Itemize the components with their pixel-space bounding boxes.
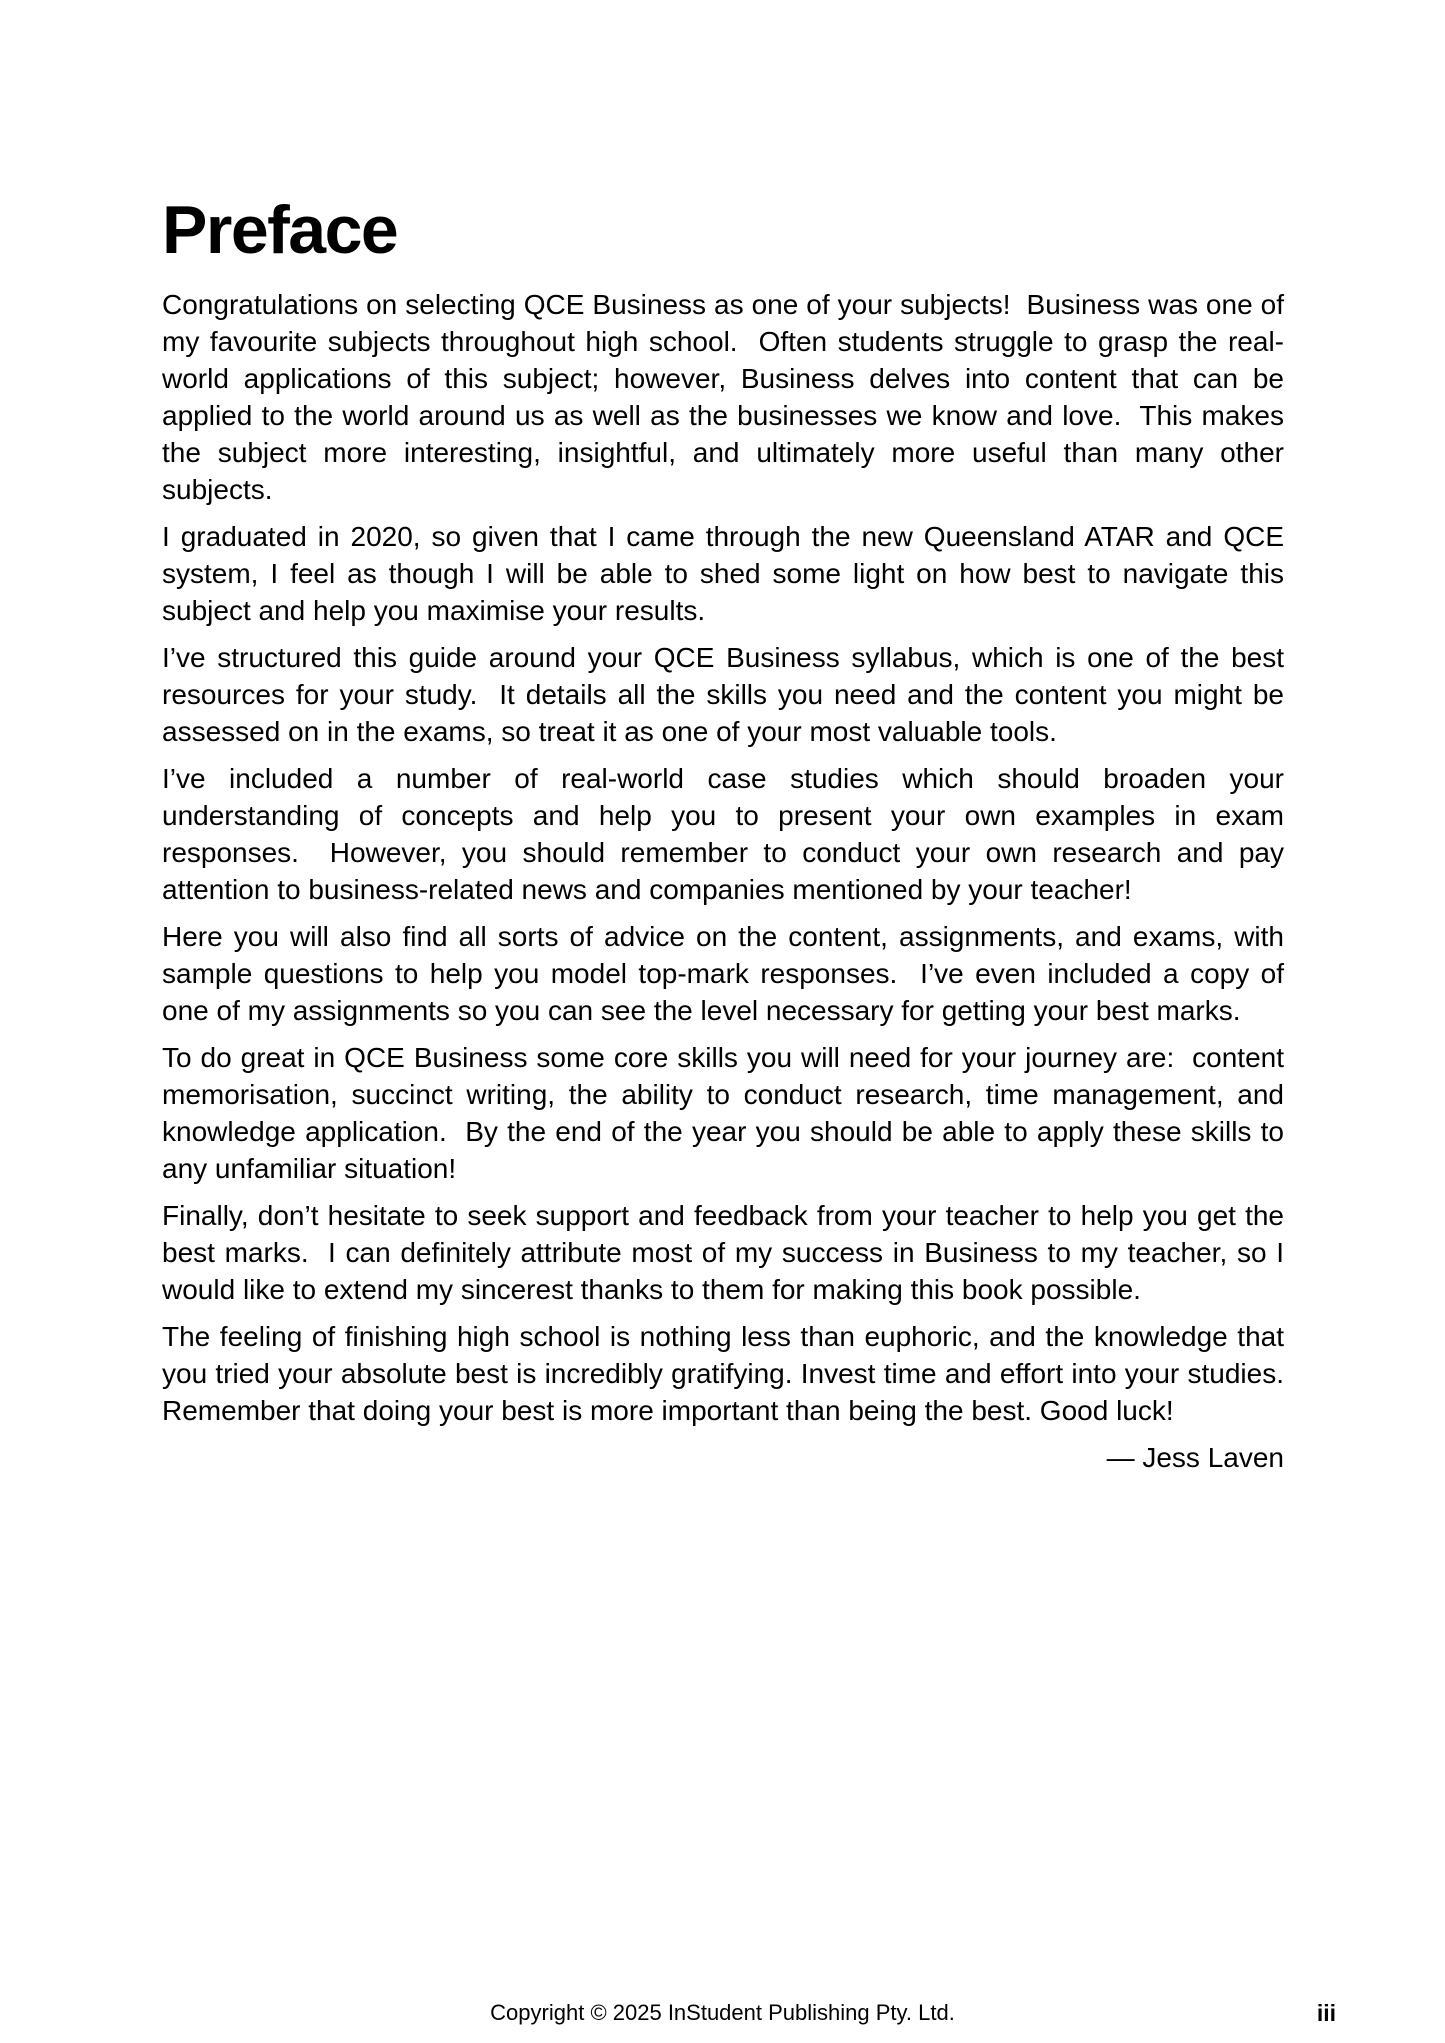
preface-paragraph-8: The feeling of finishing high school is nothing less than euphoric, and the knowledge that you tried your absolute best is incredibly gratifying. Invest time and effort into your studies. Remember that doing your best is more important than being the best. Good luck! — [162, 1321, 1284, 1426]
footer-page-number: iii — [1316, 2000, 1336, 2026]
preface-paragraph-2: I graduated in 2020, so given that I came through the new Queensland ATAR and QCE system, I feel as though I will be able to shed some light on how best to navigate this subject and help you maximise your results. — [162, 521, 1284, 626]
preface-paragraph-3: I’ve structured this guide around your QCE Business syllabus, which is one of the best resources for your study. It details all the skills you need and the content you might be assessed on in the exams, so treat it as one of your most valuable tools. — [162, 642, 1284, 747]
page-content — [162, 0, 1284, 1476]
author-signature: — Jess Laven — [1106, 1442, 1284, 1473]
preface-paragraph-7: Finally, don’t hesitate to seek support and feedback from your teacher to help you get the best marks. I can definitely attribute most of my success in Business to my teacher, so I would like to extend my sincerest thanks to them for making this book possible. — [162, 1200, 1284, 1305]
preface-paragraph-5: Here you will also find all sorts of advice on the content, assignments, and exams, with sample questions to help you model top-mark responses. I’ve even included a copy of one of my assignments so you can see the level necessary for getting your best marks. — [162, 921, 1284, 1026]
page-title: Preface — [162, 192, 398, 268]
footer-copyright: Copyright © 2025 InStudent Publishing Pty. Ltd. — [490, 2000, 955, 2025]
page-footer — [0, 1999, 1445, 2029]
preface-paragraph-1: Congratulations on selecting QCE Business as one of your subjects! Business was one of my favourite subjects throughout high school. Often students struggle to grasp the real-world applications of this subject; however, Business delves into content that can be applied to the world around us as well as the businesses we know and love. This makes the subject more interesting, insightful, and ultimately more useful than many other subjects. — [162, 289, 1284, 505]
preface-paragraph-4: I’ve included a number of real-world case studies which should broaden your understanding of concepts and help you to present your own examples in exam responses. However, you should remember to conduct your own research and pay attention to business-related news and companies mentioned by your teacher! — [162, 763, 1284, 905]
preface-paragraph-6: To do great in QCE Business some core skills you will need for your journey are: content memorisation, succinct writing, the ability to conduct research, time management, and knowledge application. By the end of the year you should be able to apply these skills to any unfamiliar situation! — [162, 1042, 1284, 1184]
